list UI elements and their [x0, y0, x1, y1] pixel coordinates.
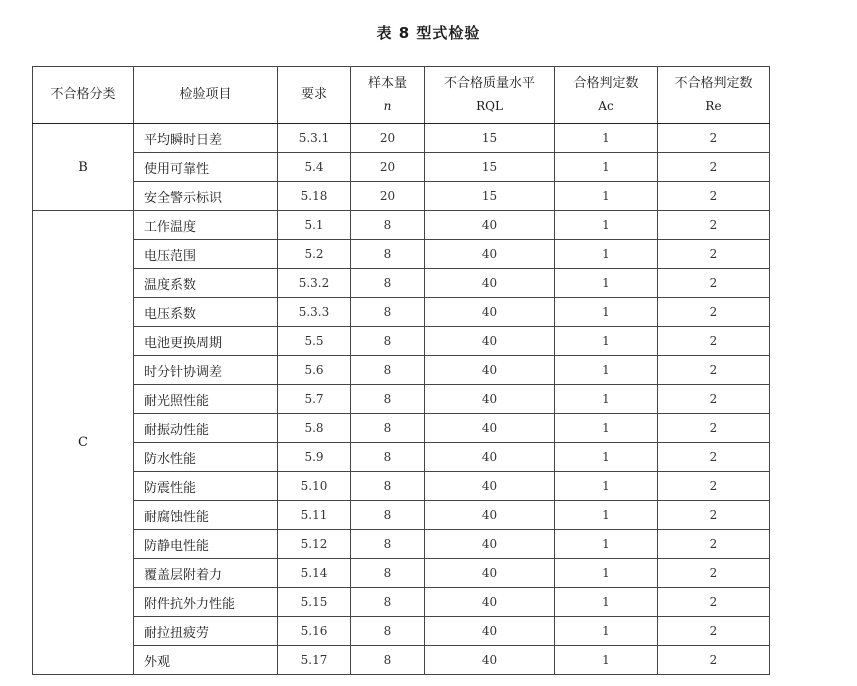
table-row: [33, 617, 770, 646]
requirement-cell: 5.3.2: [278, 269, 351, 298]
rql-cell: 40: [425, 443, 555, 472]
re-cell: 2: [658, 559, 770, 588]
ac-cell: 1: [555, 153, 658, 182]
requirement-cell: 5.15: [278, 588, 351, 617]
sample-size-cell: 8: [351, 240, 425, 269]
requirement-cell: 5.1: [278, 211, 351, 240]
table-row: [33, 182, 770, 211]
item-cell: 覆盖层附着力: [134, 559, 278, 588]
table-row: [33, 327, 770, 356]
rql-cell: 40: [425, 501, 555, 530]
re-cell: 2: [658, 153, 770, 182]
sample-size-cell: 8: [351, 472, 425, 501]
header-category: [33, 67, 134, 124]
rql-cell: 40: [425, 588, 555, 617]
rql-cell: 40: [425, 269, 555, 298]
table-row: [33, 385, 770, 414]
re-cell: 2: [658, 327, 770, 356]
table-row: [33, 153, 770, 182]
header-rql-label: 不合格质量水平: [443, 76, 535, 91]
table-row: [33, 356, 770, 385]
item-cell: 附件抗外力性能: [134, 588, 278, 617]
header-re: [658, 67, 770, 124]
table-row: [33, 501, 770, 530]
header-category-label: 不合格分类: [50, 87, 116, 102]
sample-size-cell: 8: [351, 356, 425, 385]
requirement-cell: 5.3.1: [278, 124, 351, 153]
table-row: [33, 646, 770, 675]
ac-cell: 1: [555, 617, 658, 646]
ac-cell: 1: [555, 472, 658, 501]
header-item-label: 检验项目: [179, 87, 232, 102]
header-re-label: 不合格判定数: [674, 76, 753, 91]
item-cell: 工作温度: [134, 211, 278, 240]
table-title: 表 8 型式检验: [376, 24, 481, 42]
re-cell: 2: [658, 211, 770, 240]
re-cell: 2: [658, 646, 770, 675]
requirement-cell: 5.6: [278, 356, 351, 385]
rql-cell: 40: [425, 617, 555, 646]
ac-cell: 1: [555, 414, 658, 443]
table-row: [33, 211, 770, 240]
table-header: [33, 67, 770, 124]
item-cell: 外观: [134, 646, 278, 675]
rql-cell: 15: [425, 182, 555, 211]
sample-size-cell: 8: [351, 269, 425, 298]
header-item: [134, 67, 278, 124]
item-cell: 耐光照性能: [134, 385, 278, 414]
item-cell: 安全警示标识: [134, 182, 278, 211]
ac-cell: 1: [555, 356, 658, 385]
re-cell: 2: [658, 443, 770, 472]
ac-cell: 1: [555, 530, 658, 559]
sample-size-cell: 8: [351, 298, 425, 327]
header-row: [33, 67, 770, 124]
requirement-cell: 5.17: [278, 646, 351, 675]
sample-size-cell: 20: [351, 153, 425, 182]
requirement-cell: 5.12: [278, 530, 351, 559]
re-cell: 2: [658, 124, 770, 153]
item-cell: 平均瞬时日差: [134, 124, 278, 153]
rql-cell: 40: [425, 356, 555, 385]
re-cell: 2: [658, 530, 770, 559]
header-sample-size: [351, 67, 425, 124]
header-rql-abbr: RQL: [476, 99, 503, 113]
header-ac-label: 合格判定数: [573, 76, 639, 91]
ac-cell: 1: [555, 211, 658, 240]
item-cell: 耐拉扭疲劳: [134, 617, 278, 646]
table-row: [33, 559, 770, 588]
ac-cell: 1: [555, 269, 658, 298]
item-cell: 防静电性能: [134, 530, 278, 559]
ac-cell: 1: [555, 182, 658, 211]
header-sample-size-symbol: n: [383, 99, 392, 113]
rql-cell: 40: [425, 559, 555, 588]
requirement-cell: 5.5: [278, 327, 351, 356]
item-cell: 防水性能: [134, 443, 278, 472]
re-cell: 2: [658, 182, 770, 211]
table-row: [33, 298, 770, 327]
sample-size-cell: 20: [351, 182, 425, 211]
requirement-cell: 5.11: [278, 501, 351, 530]
sample-size-cell: 8: [351, 559, 425, 588]
re-cell: 2: [658, 501, 770, 530]
rql-cell: 40: [425, 211, 555, 240]
table-row: [33, 414, 770, 443]
table-row: [33, 240, 770, 269]
rql-cell: 40: [425, 646, 555, 675]
rql-cell: 40: [425, 385, 555, 414]
requirement-cell: 5.16: [278, 617, 351, 646]
requirement-cell: 5.10: [278, 472, 351, 501]
ac-cell: 1: [555, 385, 658, 414]
rql-cell: 40: [425, 240, 555, 269]
header-rql: [425, 67, 555, 124]
ac-cell: 1: [555, 443, 658, 472]
requirement-cell: 5.7: [278, 385, 351, 414]
rql-cell: 40: [425, 298, 555, 327]
ac-cell: 1: [555, 588, 658, 617]
rql-cell: 40: [425, 414, 555, 443]
requirement-cell: 5.8: [278, 414, 351, 443]
item-cell: 电压系数: [134, 298, 278, 327]
header-requirement: [278, 67, 351, 124]
header-re-abbr: Re: [705, 99, 722, 113]
type-test-table: [32, 66, 770, 675]
re-cell: 2: [658, 385, 770, 414]
sample-size-cell: 8: [351, 588, 425, 617]
requirement-cell: 5.2: [278, 240, 351, 269]
table-row: [33, 588, 770, 617]
item-cell: 防震性能: [134, 472, 278, 501]
rql-cell: 40: [425, 530, 555, 559]
requirement-cell: 5.4: [278, 153, 351, 182]
sample-size-cell: 8: [351, 501, 425, 530]
table-row: [33, 472, 770, 501]
requirement-cell: 5.3.3: [278, 298, 351, 327]
re-cell: 2: [658, 240, 770, 269]
table-row: [33, 530, 770, 559]
table-body: [33, 124, 770, 675]
re-cell: 2: [658, 414, 770, 443]
sample-size-cell: 8: [351, 646, 425, 675]
table-row: [33, 443, 770, 472]
requirement-cell: 5.18: [278, 182, 351, 211]
header-requirement-label: 要求: [300, 87, 327, 102]
rql-cell: 15: [425, 124, 555, 153]
header-ac: [555, 67, 658, 124]
re-cell: 2: [658, 472, 770, 501]
item-cell: 温度系数: [134, 269, 278, 298]
ac-cell: 1: [555, 646, 658, 675]
item-cell: 耐振动性能: [134, 414, 278, 443]
re-cell: 2: [658, 356, 770, 385]
item-cell: 耐腐蚀性能: [134, 501, 278, 530]
header-ac-abbr: Ac: [598, 99, 614, 113]
rql-cell: 15: [425, 153, 555, 182]
ac-cell: 1: [555, 501, 658, 530]
sample-size-cell: 8: [351, 443, 425, 472]
item-cell: 时分针协调差: [134, 356, 278, 385]
requirement-cell: 5.14: [278, 559, 351, 588]
re-cell: 2: [658, 588, 770, 617]
sample-size-cell: 20: [351, 124, 425, 153]
header-sample-size-label: 样本量: [367, 76, 407, 91]
rql-cell: 40: [425, 472, 555, 501]
category-cell: C: [33, 211, 134, 675]
table-row: [33, 124, 770, 153]
ac-cell: 1: [555, 298, 658, 327]
sample-size-cell: 8: [351, 211, 425, 240]
item-cell: 电池更换周期: [134, 327, 278, 356]
re-cell: 2: [658, 617, 770, 646]
sample-size-cell: 8: [351, 385, 425, 414]
sample-size-cell: 8: [351, 327, 425, 356]
ac-cell: 1: [555, 559, 658, 588]
item-cell: 使用可靠性: [134, 153, 278, 182]
re-cell: 2: [658, 269, 770, 298]
table-row: [33, 269, 770, 298]
ac-cell: 1: [555, 240, 658, 269]
sample-size-cell: 8: [351, 530, 425, 559]
category-cell: B: [33, 124, 134, 211]
ac-cell: 1: [555, 327, 658, 356]
requirement-cell: 5.9: [278, 443, 351, 472]
item-cell: 电压范围: [134, 240, 278, 269]
rql-cell: 40: [425, 327, 555, 356]
sample-size-cell: 8: [351, 414, 425, 443]
ac-cell: 1: [555, 124, 658, 153]
sample-size-cell: 8: [351, 617, 425, 646]
re-cell: 2: [658, 298, 770, 327]
